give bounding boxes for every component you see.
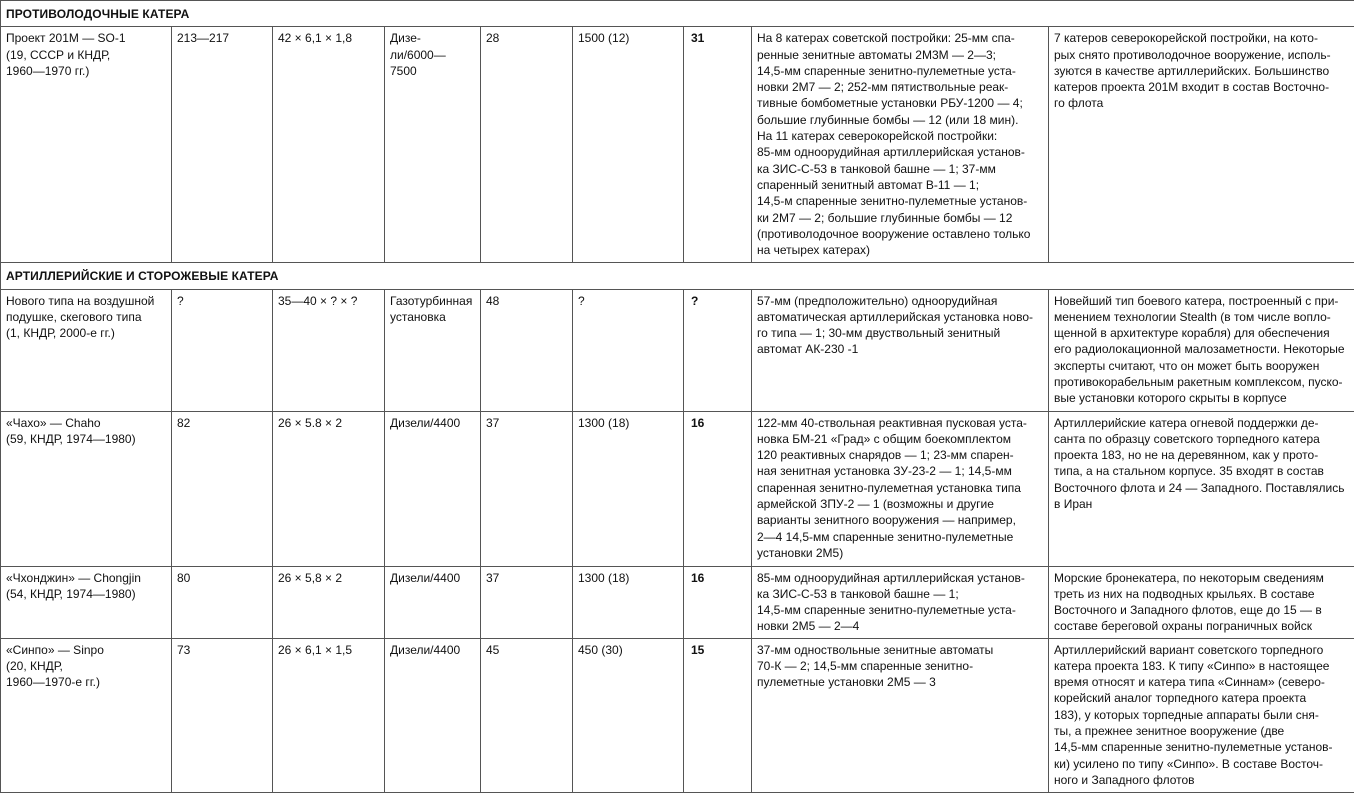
vessel-name-cell: «Чахо» — Chaho (59, КНДР, 1974—1980) xyxy=(1,411,172,566)
engine-cell: Дизели/4400 xyxy=(385,638,481,792)
hull-numbers-cell: 213—217 xyxy=(172,27,273,263)
armament-cell: 85-мм одноорудийная артиллерийская установ- ка ЗИС-С-53 в танковой башне — 1; 14,5-мм спаренные зенитно-пулеметные уста- новки 2М5 — 2—4 xyxy=(752,566,1049,638)
dimensions-cell: 35—40 × ? × ? xyxy=(273,289,385,411)
dimensions-cell: 26 × 6,1 × 1,5 xyxy=(273,638,385,792)
armament-cell: 57-мм (предположительно) одноорудийная автоматическая артиллерийская установка ново- го типа — 1; 30-мм двуствольный зенитный автомат АК-230 -1 xyxy=(752,289,1049,411)
section-title: ПРОТИВОЛОДОЧНЫЕ КАТЕРА xyxy=(1,1,1354,27)
range-cell: 1500 (12) xyxy=(573,27,684,263)
section-header-artillery xyxy=(1,263,1354,289)
range-cell: 1300 (18) xyxy=(573,411,684,566)
table-row xyxy=(1,411,1354,566)
crew-cell: 45 xyxy=(481,638,573,792)
table-row xyxy=(1,566,1354,638)
speed-cell: ? xyxy=(684,289,752,411)
range-cell: 450 (30) xyxy=(573,638,684,792)
crew-cell: 28 xyxy=(481,27,573,263)
engine-cell: Дизе- ли/6000— 7500 xyxy=(385,27,481,263)
table-row xyxy=(1,289,1354,411)
notes-cell: Новейший тип боевого катера, построенный с при- менением технологии Stealth (в том числе вопло- щенной в архитектуре корабля) для обеспечения его радиолокационной малозаметности. Некоторые эксперты считают, что он может быть вооружен противокорабельным ракетным комплексом, пуско- вые установки которого скрыты в корпусе xyxy=(1049,289,1354,411)
speed-cell: 31 xyxy=(684,27,752,263)
hull-numbers-cell: ? xyxy=(172,289,273,411)
range-cell: 1300 (18) xyxy=(573,566,684,638)
speed-cell: 16 xyxy=(684,566,752,638)
engine-cell: Дизели/4400 xyxy=(385,566,481,638)
section-header-asw xyxy=(1,1,1354,27)
dimensions-cell: 26 × 5.8 × 2 xyxy=(273,411,385,566)
vessel-name-cell: «Синпо» — Sinpo (20, КНДР, 1960—1970-е гг.) xyxy=(1,638,172,792)
armament-cell: 122-мм 40-ствольная реактивная пусковая уста- новка БМ-21 «Град» с общим боекомплектом 120 реактивных снарядов — 1; 23-мм спарен- ная зенитная установка ЗУ-23-2 — 1; 14,5-мм спаренная зенитно-пулеметная установка типа армейской ЗПУ-2 — 1 (возможны и другие варианты зенитного вооружения — например, 2—4 14,5-мм спаренные зенитно-пулеметные установки 2М5) xyxy=(752,411,1049,566)
notes-cell: Артиллерийские катера огневой поддержки де- санта по образцу советского торпедного катера проекта 183, но не на деревянном, как у прото- типа, а на стальном корпусе. 35 входят в состав Восточного флота и 24 — Западного. Поставлялись в Иран xyxy=(1049,411,1354,566)
dimensions-cell: 42 × 6,1 × 1,8 xyxy=(273,27,385,263)
notes-cell: 7 катеров северокорейской постройки, на кото- рых снято противолодочное вооружение, исполь- зуются в качестве артиллерийских. Большинство катеров проекта 201М входит в состав Восточно- го флота xyxy=(1049,27,1354,263)
crew-cell: 48 xyxy=(481,289,573,411)
table-row xyxy=(1,27,1354,263)
vessel-name-cell: «Чхонджин» — Chongjin (54, КНДР, 1974—1980) xyxy=(1,566,172,638)
table-row xyxy=(1,638,1354,792)
section-title: АРТИЛЛЕРИЙСКИЕ И СТОРОЖЕВЫЕ КАТЕРА xyxy=(1,263,1354,289)
hull-numbers-cell: 82 xyxy=(172,411,273,566)
notes-cell: Морские бронекатера, по некоторым сведениям треть из них на подводных крыльях. В составе Восточного и Западного флотов, еще до 15 — в составе береговой охраны пограничных войск xyxy=(1049,566,1354,638)
crew-cell: 37 xyxy=(481,411,573,566)
engine-cell: Дизели/4400 xyxy=(385,411,481,566)
engine-cell: Газотурбинная установка xyxy=(385,289,481,411)
hull-numbers-cell: 80 xyxy=(172,566,273,638)
dimensions-cell: 26 × 5,8 × 2 xyxy=(273,566,385,638)
speed-cell: 15 xyxy=(684,638,752,792)
crew-cell: 37 xyxy=(481,566,573,638)
armament-cell: На 8 катерах советской постройки: 25-мм спа- ренные зенитные автоматы 2М3М — 2—3; 14,5-мм спаренные зенитно-пулеметные уста- новки 2М7 — 2; 252-мм пятиствольные реак- тивные бомбометные установки РБУ-1200 — 4; большие глубинные бомбы — 12 (или 18 мин). На 11 катерах северокорейской постройки: 85-мм одноорудийная артиллерийская установ- ка ЗИС-С-53 в танковой башне — 1; 37-мм спаренный зенитный автомат В-11 — 1; 14,5-м спаренные зенитно-пулеметные установ- ки 2М7 — 2; большие глубинные бомбы — 12 (противолодочное вооружение оставлено только на четырех катерах) xyxy=(752,27,1049,263)
range-cell: ? xyxy=(573,289,684,411)
hull-numbers-cell: 73 xyxy=(172,638,273,792)
notes-cell: Артиллерийский вариант советского торпедного катера проекта 183. К типу «Синпо» в настоящее время относят и катера типа «Синнам» (северо- корейский аналог торпедного катера проекта 183), у которых торпедные аппараты были сня- ты, а прежнее зенитное вооружение (две 14,5-мм спаренные зенитно-пулеметные установ- ки) усилено по типу «Синпо». В составе Восточ- ного и Западного флотов xyxy=(1049,638,1354,792)
speed-cell: 16 xyxy=(684,411,752,566)
vessel-name-cell: Проект 201М — SO-1 (19, СССР и КНДР, 1960—1970 гг.) xyxy=(1,27,172,263)
armament-cell: 37-мм одноствольные зенитные автоматы 70-К — 2; 14,5-мм спаренные зенитно- пулеметные установки 2М5 — 3 xyxy=(752,638,1049,792)
vessel-name-cell: Нового типа на воздушной подушке, скегового типа (1, КНДР, 2000-е гг.) xyxy=(1,289,172,411)
